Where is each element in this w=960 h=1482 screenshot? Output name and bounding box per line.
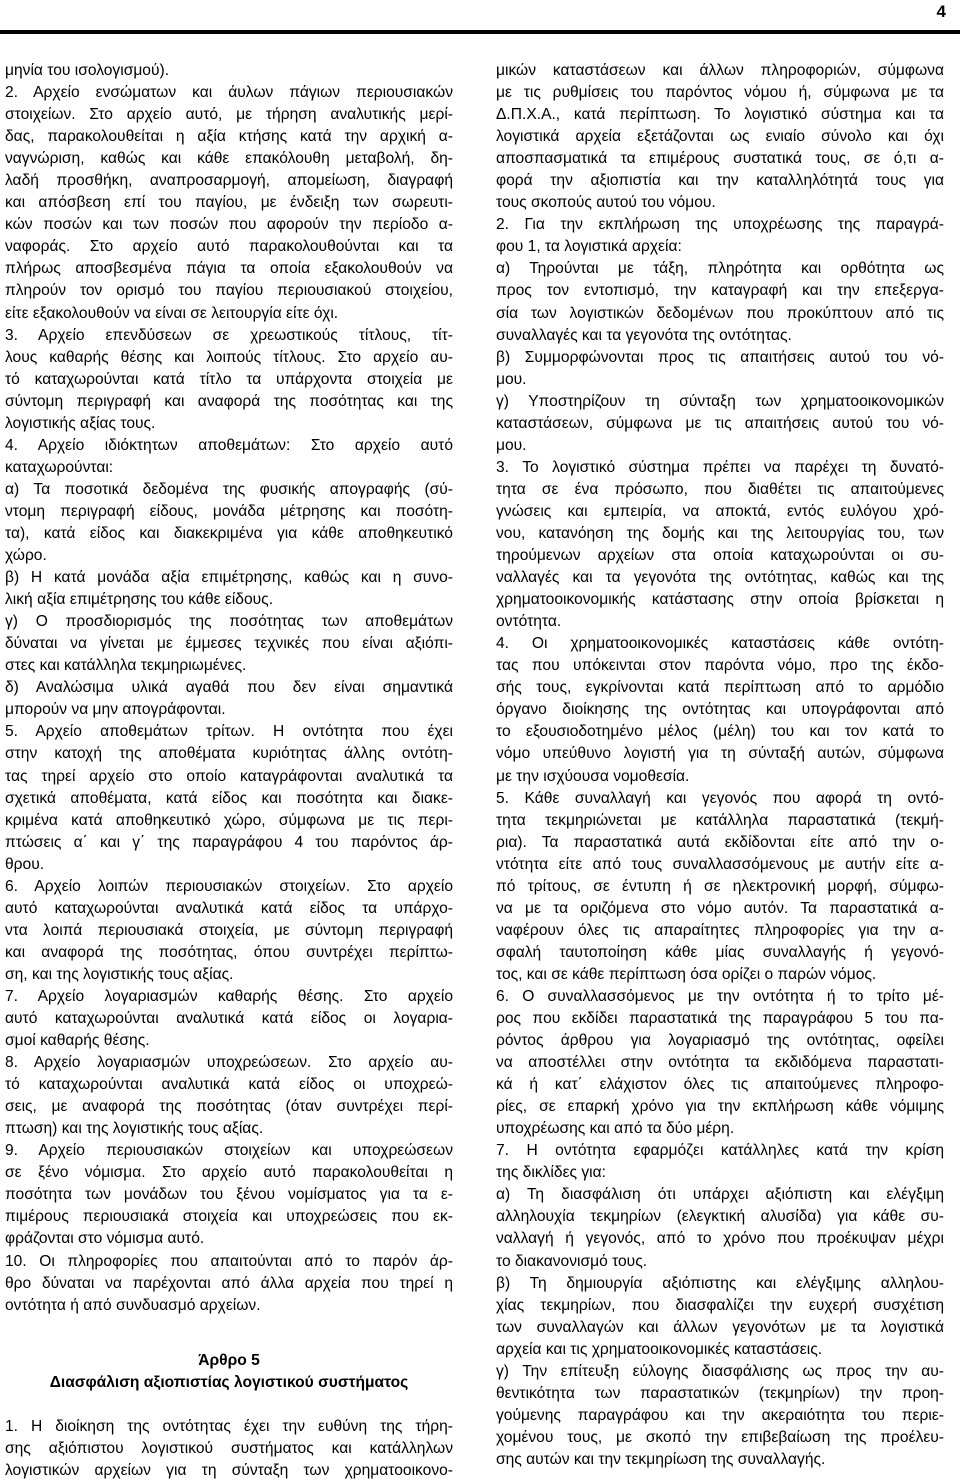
text-line: ρια). Τα παραστατικά αυτά εκδίδονται είτε από την ο- <box>496 833 944 851</box>
text-line: ντότητα είτε από τους συναλλασσόμενους με αυτήν είτε α- <box>496 855 944 873</box>
text-line: ντα λοιπά περιουσιακά στοιχεία, με σύντομη περιγραφή <box>5 921 453 939</box>
text-line: νου, κατανόηση της δομής και της λειτουργίας του, των <box>496 524 944 542</box>
text-line: Δ.Π.Χ.Α., κατά περίπτωση. Το λογιστικό σύστημα και τα <box>496 106 944 124</box>
text-line: σεις, με αναφορά της ποσότητας (όταν συντρέχει περί- <box>5 1098 453 1116</box>
text-line: 2. Για την εκπλήρωση της υποχρέωσης της παραγρά- <box>496 216 944 234</box>
text-line: χρηματοοικονομικής κατάστασης στην οποία βρίσκεται η <box>496 591 944 609</box>
text-line: τας που υπόκεινται στον παρόντα νόμο, προ της έκδο- <box>496 657 944 675</box>
text-line: πτωση) και της λογιστικής τους αξίας. <box>5 1120 264 1138</box>
text-line: το εξουσιοδοτημένο μέλος (μέλη) του και τον κατά το <box>496 723 944 741</box>
text-line: σης αυτών και την τεκμηρίωση της συναλλαγής. <box>496 1450 826 1468</box>
text-line: λαδή προσθήκη, αναπροσαρμογή, απομείωση, διαγραφή <box>5 172 453 190</box>
text-line: ρος που εκδίδει παραστατικά της παραγράφου 5 του πα- <box>496 1010 944 1028</box>
text-line: καταστάσεων, σύμφωνα με τις απαιτήσεις αυτού του νό- <box>496 414 944 432</box>
spacer <box>5 1339 453 1350</box>
text-line: να αποστέλλει στην οντότητα τα εκδιδόμενα παραστατι- <box>496 1054 944 1072</box>
text-line: σμοί καθαρής θέσης. <box>5 1032 150 1050</box>
text-line: κών ποσών και των ποσών που αφορούν την περίοδο α- <box>5 216 453 234</box>
text-line: τα), κατά είδος και διακεκριμένα για κάθε αποθηκευτικό <box>5 524 453 542</box>
text-line: 6. Αρχείο λοιπών περιουσιακών στοιχείων. Στο αρχείο <box>5 877 453 895</box>
text-line: ρίες, σε επαρκή χρόνο για την εκπλήρωση κάθε νόμιμης <box>496 1098 944 1116</box>
text-line: προς τον εντοπισμό, την καταγραφή και την επεξεργα- <box>496 282 944 300</box>
text-line: ναλλαγές και τα γεγονότα της οντότητας, καθώς και της <box>496 569 944 587</box>
text-line: ναφοράς. Στο αρχείο αυτό παρακολουθούνται και τα <box>5 238 453 256</box>
text-line: νόμο υπεύθυνο λογιστή για τη σύνταξή αυτών, σύμφωνα <box>496 745 944 763</box>
text-line: αυτό καταχωρούνται αναλυτικά κατά είδος τα υπάρχο- <box>5 899 453 917</box>
text-line: τους σκοπούς αυτού του νόμου. <box>496 194 716 212</box>
page-number: 4 <box>936 2 946 21</box>
text-line: αυτό καταχωρούνται αναλυτικά κατά είδος οι λογαρια- <box>5 1010 453 1028</box>
text-line: ντομη περιγραφή είδους, μονάδα μέτρησης και ποσότη- <box>5 502 453 520</box>
text-line: σης αξιόπιστου λογιστικού συστήματος και κατάλληλων <box>5 1439 453 1457</box>
text-line: οντότητα ή από συνδυασμό αρχείων. <box>5 1296 261 1314</box>
text-line: α) Τηρούνται με τάξη, πληρότητα και ορθότητα ως <box>496 260 944 278</box>
text-line: κά ή κατ΄ ελάχιστον όλες τις απαιτούμενες πληροφο- <box>496 1076 944 1094</box>
text-line: 4. Οι χρηματοοικονομικές καταστάσεις κάθε οντότη- <box>496 635 944 653</box>
text-line: 7. Η οντότητα εφαρμόζει κατάλληλες κατά την κρίση <box>496 1142 944 1160</box>
text-line: ποσότητα των μονάδων του ξένου νομίσματος για τα ε- <box>5 1186 453 1204</box>
article-heading: Άρθρο 5 <box>198 1351 260 1369</box>
text-line: χομένου τους, με σκοπό την επιβεβαίωση της προέλευ- <box>496 1428 944 1446</box>
text-line: 7. Αρχείο λογαριασμών καθαρής θέσης. Στο αρχείο <box>5 987 453 1005</box>
spacer <box>5 1317 453 1339</box>
text-line: όργανο διοίκησης της οντότητας και υπογράφονται από <box>496 701 944 719</box>
text-line: στην κατοχή της αποθέματα κυριότητας άλλης οντότη- <box>5 745 453 763</box>
text-line: σχετικά αποθέματα, κατά είδος και ποσότητα και διακε- <box>5 789 453 807</box>
text-line: 5. Αρχείο αποθεμάτων τρίτων. Η οντότητα που έχει <box>5 723 453 741</box>
text-line: 4. Αρχείο ιδιόκτητων αποθεμάτων: Στο αρχείο αυτό <box>5 436 453 454</box>
text-line: τό καταχωρούνται αναλυτικά κατά είδος οι υποχρεώ- <box>5 1076 453 1094</box>
text-line: γνώσεις και εμπειρία, να αποκτά, εντός ευλόγου χρό- <box>496 502 944 520</box>
text-line: πό τρίτους, σε έντυπη ή σε ηλεκτρονική μορφή, σύμφω- <box>496 877 944 895</box>
text-line: χώρο. <box>5 547 47 565</box>
text-line: φορά την αξιοπιστία και την καταλληλότητά τους για <box>496 172 944 190</box>
text-line: β) Η κατά μονάδα αξία επιμέτρησης, καθώς και η συνο- <box>5 569 453 587</box>
text-line: υποχρέωσης και από τα δύο μέρη. <box>496 1120 735 1138</box>
text-line: β) Συμμορφώνονται προς τις απαιτήσεις αυτού του νό- <box>496 348 944 366</box>
text-line: μπορούν να μην απογράφονται. <box>5 701 226 719</box>
text-line: στοιχείων. Στο αρχείο αυτό, με τήρηση αναλυτικής μερί- <box>5 106 453 124</box>
text-line: είτε εξακολουθούν να είναι σε λειτουργία είτε όχι. <box>5 304 339 322</box>
text-line: ση, και της λογιστικής τους αξίας. <box>5 965 234 983</box>
text-line: 9. Αρχείο περιουσιακών στοιχείων και υποχρεώσεων <box>5 1142 453 1160</box>
text-line: τηρούμενων αρχείων στα οποία καταχωρούνται οι συ- <box>496 547 944 565</box>
text-line: λική αξία επιμέτρησης του κάθε είδους. <box>5 591 274 609</box>
text-line: αποσπασματικά τα επιμέρους συστατικά τους, σε ό,τι α- <box>496 150 944 168</box>
text-line: α) Τα ποσοτικά δεδομένα της φυσικής απογραφής (σύ- <box>5 480 453 498</box>
text-line: 5. Κάθε συναλλαγή και γεγονός που αφορά τη οντό- <box>496 789 944 807</box>
right-column <box>496 60 944 1471</box>
text-line: φράζονται στο νόμισμα αυτό. <box>5 1230 205 1248</box>
text-line: της δικλίδες για: <box>496 1164 606 1182</box>
text-line: γ) Την επίτευξη εύλογης διασφάλισης ως προς την αυ- <box>496 1362 944 1380</box>
text-line: τητα σε ένα πρόσωπο, που διαθέτει τις απαιτούμενες <box>496 480 944 498</box>
text-line: πτώσεις α΄ και γ΄ της παραγράφου 4 του παρόντος άρ- <box>5 833 453 851</box>
text-line: λογιστικής αξίας τους. <box>5 414 156 432</box>
text-line: 3. Το λογιστικό σύστημα πρέπει να παρέχει τη δυνατό- <box>496 458 944 476</box>
text-line: στες και κατάλληλα τεκμηριωμένες. <box>5 657 247 675</box>
text-line: δ) Αναλώσιμα υλικά αγαθά που δεν είναι σημαντικά <box>5 679 453 697</box>
text-line: το διακανονισμό τους. <box>496 1252 648 1270</box>
text-line: συναλλαγές και τα γεγονότα της οντότητας. <box>496 326 792 344</box>
text-line: α) Τη διασφάλιση ότι υπάρχει αξιόπιστη και ελέγξιμη <box>496 1186 944 1204</box>
text-line: ναλλαγή ή γεγονός, από το χρόνο που προέκυψαν μέχρι <box>496 1230 944 1248</box>
text-line: τος, και σε κάθε περίπτωση όσα ορίζει ο παρών νόμος. <box>496 965 877 983</box>
text-line: λους καθαρής θέσης και λοιπούς τίτλους. Στο αρχείο αυ- <box>5 348 453 366</box>
text-line: και απόσβεση επί του παγίου, με ένδειξη των σωρευτι- <box>5 194 453 212</box>
text-line: σής τους, εγκρίνονται κατά περίπτωση από το αρμόδιο <box>496 679 944 697</box>
spacer <box>5 1394 453 1416</box>
text-line: με τις ρυθμίσεις του παρόντος νόμου ή, σύμφωνα με τα <box>496 84 944 102</box>
text-line: β) Τη δημιουργία αξιόπιστης και ελέγξιμης αλληλου- <box>496 1274 944 1292</box>
text-line: να με τα οριζόμενα στο νόμο αυτόν. Τα παραστατικά α- <box>496 899 944 917</box>
text-line: σε ξένο νόμισμα. Στο αρχείο αυτό παρακολουθείται η <box>5 1164 453 1182</box>
text-line: αλληλουχία τεκμηρίων (ελεγκτική αλυσίδα) για κάθε συ- <box>496 1208 944 1226</box>
text-line: σύντομη περιγραφή και αναφορά της ποσότητας και της <box>5 392 453 410</box>
text-line: 1. Η διοίκηση της οντότητας έχει την ευθύνη της τήρη- <box>5 1417 453 1435</box>
text-line: φου 1, τα λογιστικά αρχεία: <box>496 238 682 256</box>
text-line: γ) Υποστηρίζουν τη σύνταξη των χρηματοοικονομικών <box>496 392 944 410</box>
text-line: ρόντος άρθρου για λογαριασμό της οντότητας, οφείλει <box>496 1032 944 1050</box>
text-line: ναγνώριση, καθώς και κάθε επακόλουθη μεταβολή, δη- <box>5 150 453 168</box>
text-line: μου. <box>496 370 527 388</box>
text-line: θεντικότητα των παραστατικών (τεκμηρίων) την προη- <box>496 1384 944 1402</box>
text-line: πιμέρους περιουσιακά στοιχεία και υποχρεώσεις που εκ- <box>5 1208 453 1226</box>
text-line: τας τηρεί αρχείο στο οποίο καταγράφονται αναλυτικά τα <box>5 767 453 785</box>
text-line: πλήρως αποσβεσμένα πάγια τα οποία εξακολουθούν να <box>5 260 453 278</box>
text-line: δύναται να γίνεται με έμμεσες τεχνικές που είναι αξιόπι- <box>5 635 453 653</box>
text-line: 3. Αρχείο επενδύσεων σε χρεωστικούς τίτλους, τίτ- <box>5 326 453 344</box>
header-rule <box>0 30 960 34</box>
text-line: λογιστικών αρχείων για τη σύνταξη των χρηματοοικονο- <box>5 1461 453 1479</box>
text-line: 6. Ο συναλλασσόμενος με την οντότητα ή το τρίτο μέ- <box>496 987 944 1005</box>
text-line: πληρούν τον ορισμό του παγίου περιουσιακού στοιχείου, <box>5 282 453 300</box>
left-column <box>5 60 453 1482</box>
text-line: γ) Ο προσδιορισμός της ποσότητας των αποθεμάτων <box>5 613 453 631</box>
text-line: καταχωρούνται: <box>5 458 114 476</box>
text-line: θρο δύναται να παρέχονται από άλλα αρχεία που τηρεί η <box>5 1274 453 1292</box>
text-line: θρου. <box>5 855 45 873</box>
text-line: κριμένα κατά αποθηκευτικό χώρο, σύμφωνα με τις περι- <box>5 811 453 829</box>
text-line: σφαλή ταυτοποίηση κάθε μίας συναλλαγής ή γεγονό- <box>496 943 944 961</box>
text-line: λογιστικά αρχεία εξετάζονται ως ενιαίο σύνολο και όχι <box>496 128 944 146</box>
text-line: των συναλλαγών και άλλων γεγονότων με τα λογιστικά <box>496 1318 944 1336</box>
text-line: τό καταχωρούνται κατά τίτλο τα υπάρχοντα στοιχεία με <box>5 370 453 388</box>
article-heading: Διασφάλιση αξιοπιστίας λογιστικού συστήματος <box>49 1373 409 1391</box>
text-line: και αναφορά της ποσότητας, όπου συντρέχει περίπτω- <box>5 943 453 961</box>
text-line: τητα τεκμηριώνεται με κατάλληλα παραστατικά (τεκμή- <box>496 811 944 829</box>
text-line: γούμενης παραγράφου και την ακεραιότητα του περιε- <box>496 1406 944 1424</box>
text-line: σία των λογιστικών δεδομένων που προκύπτουν από τις <box>496 304 944 322</box>
text-line: ναφέρουν όλες τις απαραίτητες πληροφορίες για την α- <box>496 921 944 939</box>
text-line: 2. Αρχείο ενσώματων και άυλων πάγιων περιουσιακών <box>5 84 453 102</box>
text-line: 10. Οι πληροφορίες που απαιτούνται από το παρόν άρ- <box>5 1252 453 1270</box>
text-line: μηνία του ισολογισμού). <box>5 62 170 79</box>
text-line: με την ισχύουσα νομοθεσία. <box>496 767 690 785</box>
text-line: 8. Αρχείο λογαριασμών υποχρεώσεων. Στο αρχείο αυ- <box>5 1054 453 1072</box>
text-line: μικών καταστάσεων και άλλων πληροφοριών, σύμφωνα <box>496 62 944 79</box>
text-line: αρχεία και τις χρηματοοικονομικές καταστάσεις. <box>496 1340 823 1358</box>
text-line: δας, παρακολουθείται η αξία κτήσης κατά την αρχική α- <box>5 128 453 146</box>
text-line: οντότητα. <box>496 613 562 631</box>
text-line: χίας τεκμηρίων, που διασφαλίζει την ευχερή συσχέτιση <box>496 1296 944 1314</box>
text-line: μου. <box>496 436 527 454</box>
